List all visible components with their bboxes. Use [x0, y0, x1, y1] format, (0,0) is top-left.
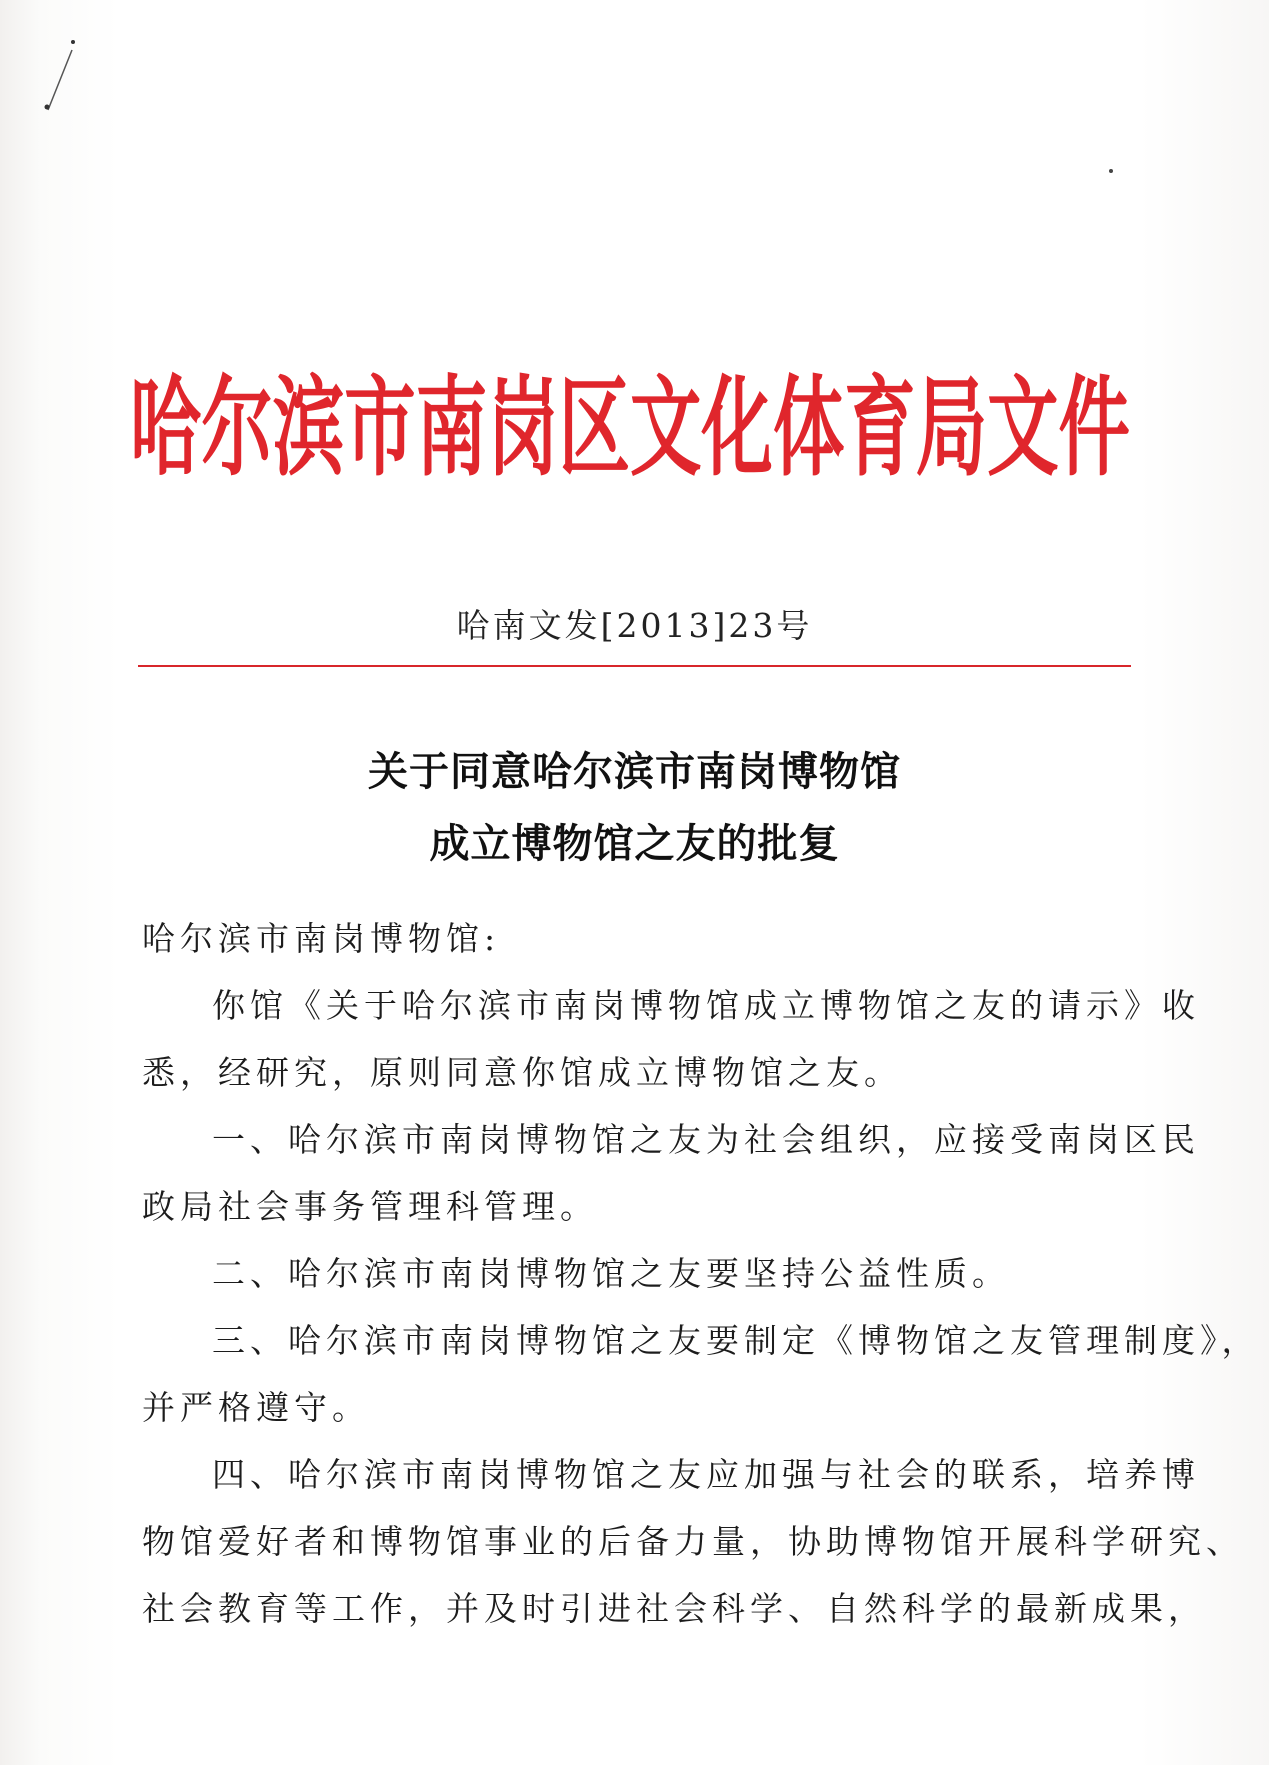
body-line: 并严格遵守。 — [142, 1388, 370, 1427]
body-line: 四、哈尔滨市南岗博物馆之友应加强与社会的联系，培养博 — [212, 1455, 1200, 1494]
body-line: 社会教育等工作，并及时引进社会科学、自然科学的最新成果， — [142, 1589, 1206, 1628]
addressee: 哈尔滨市南岗博物馆: — [142, 919, 501, 958]
subject-line-2: 成立博物馆之友的批复 — [429, 820, 840, 867]
subject-line-1: 关于同意哈尔滨市南岗博物馆 — [368, 748, 901, 795]
body-line: 你馆《关于哈尔滨市南岗博物馆成立博物馆之友的请示》收 — [212, 986, 1200, 1025]
body-text — [142, 905, 1260, 1642]
body-line: 一、哈尔滨市南岗博物馆之友为社会组织，应接受南岗区民 — [212, 1120, 1200, 1159]
issuer-title-text: 哈尔滨市南岗区文化体育局文件 — [130, 370, 1130, 485]
issuer-title — [125, 365, 1135, 485]
scan-dot — [1108, 168, 1114, 174]
body-line: 政局社会事务管理科管理。 — [142, 1187, 598, 1226]
body-line: 物馆爱好者和博物馆事业的后备力量，协助博物馆开展科学研究、 — [142, 1522, 1244, 1561]
document-number: 哈南文发[2013]23号 — [456, 606, 813, 645]
body-line: 悉，经研究，原则同意你馆成立博物馆之友。 — [142, 1053, 902, 1092]
scan-mark — [40, 30, 80, 120]
body-line: 二、哈尔滨市南岗博物馆之友要坚持公益性质。 — [212, 1254, 1010, 1293]
red-divider — [138, 665, 1131, 667]
body-line: 三、哈尔滨市南岗博物馆之友要制定《博物馆之友管理制度》， — [212, 1321, 1260, 1360]
